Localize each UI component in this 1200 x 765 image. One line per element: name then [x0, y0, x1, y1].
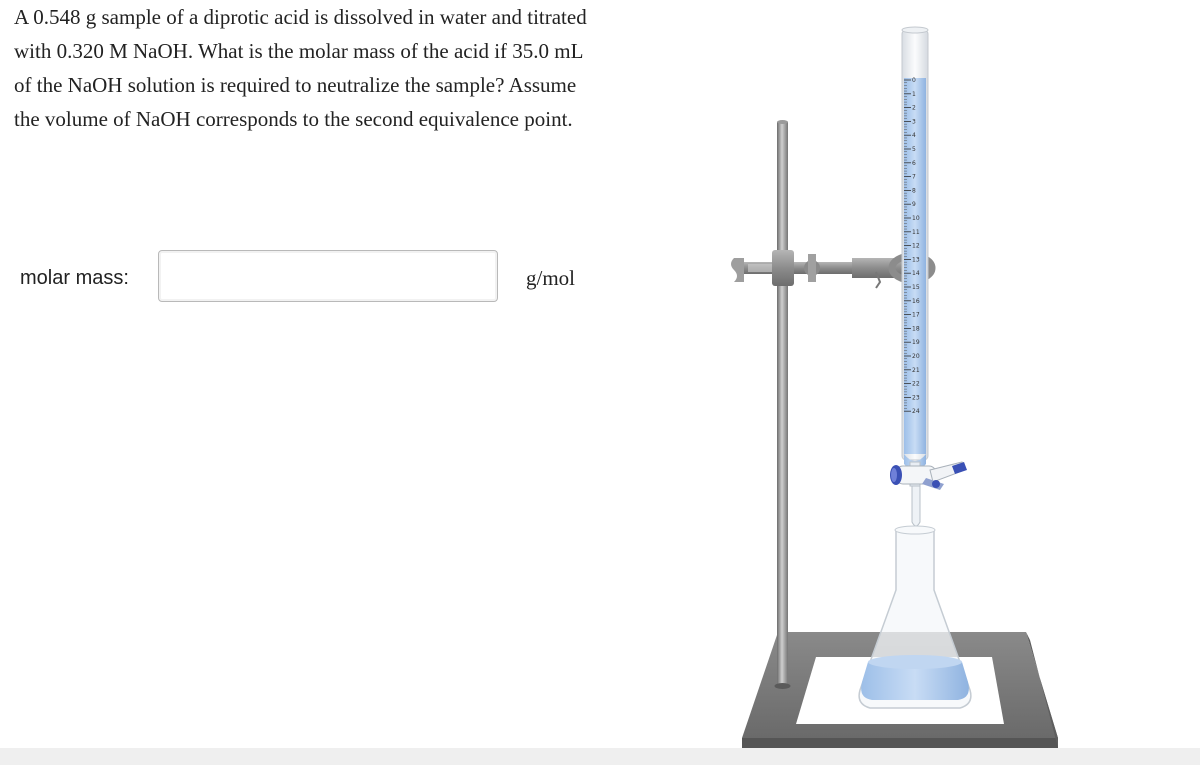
unit-label: g/mol	[526, 266, 576, 290]
burette-tick-label: 13	[912, 256, 920, 264]
burette-tick-label: 11	[912, 228, 920, 236]
burette-tick-label: 9	[912, 201, 916, 209]
question-paragraph: A 0.548 g sample of a diprotic acid is dissolved in water and titrated with 0.320 M NaOH. What is the molar mass of the acid if 35.0 mL of the NaOH solution is required to neutralize the sample? Assume the volume of NaOH corresponds to the second equivalence point.	[14, 5, 587, 131]
burette-tick-label: 24	[912, 408, 920, 416]
burette-tick-label: 1	[912, 90, 916, 98]
burette-tick-label: 21	[912, 366, 920, 374]
burette-tick-label: 23	[912, 394, 920, 402]
burette-tick-label: 16	[912, 297, 920, 305]
burette-tick-label: 7	[912, 173, 916, 181]
burette-tick-label: 14	[912, 270, 920, 278]
molar-mass-label: molar mass:	[20, 267, 129, 289]
burette-tick-label: 3	[912, 118, 916, 126]
burette-tick-label: 6	[912, 159, 916, 167]
burette-tick-label: 12	[912, 242, 920, 250]
burette-tick-label: 2	[912, 104, 916, 112]
stopcock[interactable]	[890, 462, 967, 526]
footer-bar	[0, 748, 1200, 765]
burette-tick-label: 4	[912, 132, 916, 140]
stand-rod	[775, 120, 791, 689]
burette-tick-label: 18	[912, 325, 920, 333]
burette-tick-label: 20	[912, 353, 920, 360]
burette-tick-label: 10	[912, 215, 920, 222]
burette-tick-label: 0	[912, 77, 916, 84]
burette	[902, 27, 928, 470]
burette-tick-label: 15	[912, 284, 920, 291]
burette-tick-label: 5	[912, 146, 916, 153]
burette-tick-label: 17	[912, 311, 920, 319]
burette-tick-label: 19	[912, 339, 920, 347]
burette-tick-label: 22	[912, 380, 920, 388]
burette-tick-label: 8	[912, 187, 916, 195]
erlenmeyer-flask	[859, 526, 971, 708]
